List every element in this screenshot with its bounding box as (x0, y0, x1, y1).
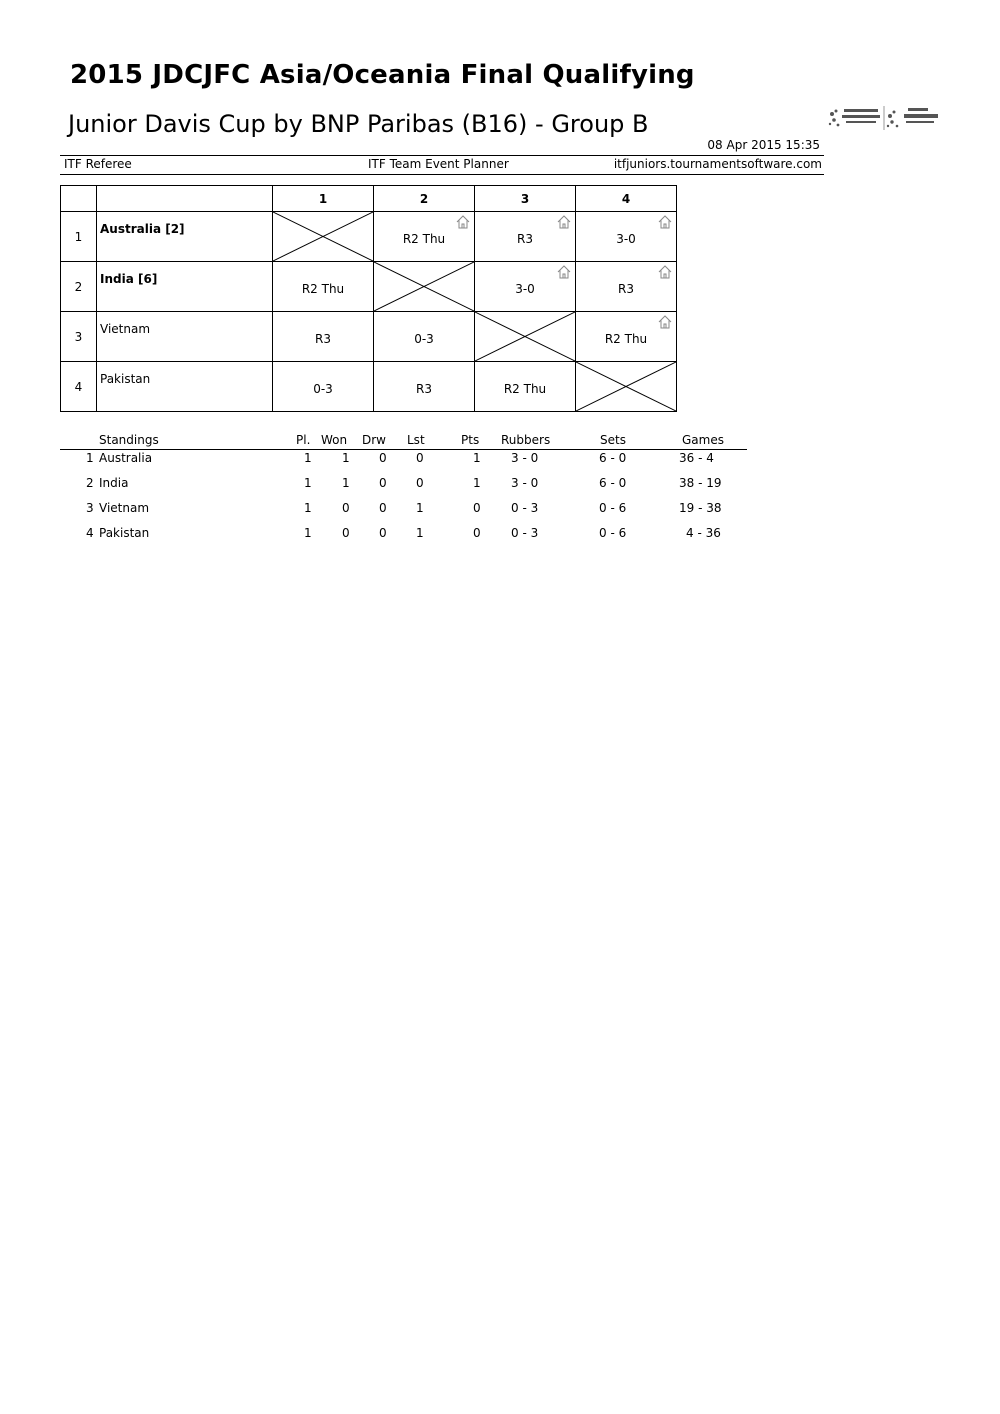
draw-row (61, 212, 677, 262)
team-name: Australia [2] (100, 222, 185, 236)
standings-header-games: Games (682, 433, 724, 447)
standings-header-rubbers: Rubbers (501, 433, 551, 447)
self-match-cell (374, 262, 475, 312)
played: 1 (304, 476, 312, 490)
won: 1 (342, 451, 350, 465)
lost: 1 (416, 501, 424, 515)
column-header: 3 (475, 186, 576, 212)
cross-mark (576, 362, 676, 411)
games: 19 - 38 (679, 501, 722, 515)
row-number: 2 (61, 262, 97, 312)
team-cell (97, 312, 273, 362)
corner-cell (61, 186, 97, 212)
match-result: R3 (416, 381, 432, 396)
cross-mark (374, 262, 474, 311)
home-icon (556, 265, 572, 279)
print-datetime: 08 Apr 2015 15:35 (707, 138, 820, 152)
match-cell[interactable] (273, 362, 374, 412)
played: 1 (304, 526, 312, 540)
match-result: 3-0 (616, 231, 636, 246)
lost: 1 (416, 526, 424, 540)
points: 1 (473, 476, 481, 490)
drawn: 0 (379, 476, 387, 490)
referee-label: ITF Referee (64, 157, 132, 171)
match-cell[interactable] (576, 262, 677, 312)
points: 1 (473, 451, 481, 465)
rubbers: 0 - 3 (511, 501, 539, 515)
points: 0 (473, 526, 481, 540)
draw-row (61, 262, 677, 312)
rubbers: 3 - 0 (511, 476, 539, 490)
match-result: R3 (315, 331, 331, 346)
logos (824, 100, 944, 136)
home-icon (657, 315, 673, 329)
drawn: 0 (379, 526, 387, 540)
match-result: 0-3 (414, 331, 434, 346)
page-subtitle: Junior Davis Cup by BNP Paribas (B16) - Group B (68, 110, 649, 138)
position: 2 (86, 476, 94, 490)
corner-cell (97, 186, 273, 212)
won: 0 (342, 526, 350, 540)
row-number: 4 (61, 362, 97, 412)
standings-header-pts: Pts (461, 433, 480, 447)
match-cell[interactable] (374, 312, 475, 362)
match-cell[interactable] (576, 312, 677, 362)
standings-table (60, 432, 747, 550)
planner-label: ITF Team Event Planner (368, 157, 509, 171)
match-cell[interactable] (273, 262, 374, 312)
sets: 0 - 6 (599, 526, 627, 540)
position: 1 (86, 451, 94, 465)
home-icon (455, 215, 471, 229)
standings-header-sets: Sets (600, 433, 626, 447)
played: 1 (304, 451, 312, 465)
column-header: 4 (576, 186, 677, 212)
team-name: Australia (99, 451, 153, 465)
draw-grid (60, 185, 677, 413)
match-result: 0-3 (313, 381, 333, 396)
match-result: R3 (517, 231, 533, 246)
rubbers: 0 - 3 (511, 526, 539, 540)
match-result: R3 (618, 281, 634, 296)
match-cell[interactable] (475, 262, 576, 312)
junior-davis-cup-logo (824, 100, 944, 136)
match-result: R2 Thu (301, 281, 345, 296)
draw-row (61, 312, 677, 362)
self-match-cell (576, 362, 677, 412)
team-cell (97, 212, 273, 262)
draw-row (61, 362, 677, 412)
team-cell (97, 362, 273, 412)
games: 4 - 36 (686, 526, 721, 540)
position: 3 (86, 501, 94, 515)
header-top-rule (60, 155, 824, 156)
team-cell (97, 262, 273, 312)
lost: 0 (416, 476, 424, 490)
standings-header-pl: Pl. (296, 433, 311, 447)
played: 1 (304, 501, 312, 515)
match-cell[interactable] (475, 362, 576, 412)
website-label: itfjuniors.tournamentsoftware.com (613, 157, 822, 171)
standings-row (60, 475, 747, 500)
games: 36 - 4 (679, 451, 714, 465)
match-cell[interactable] (576, 212, 677, 262)
lost: 0 (416, 451, 424, 465)
team-name: Vietnam (100, 322, 151, 336)
match-result: R2 Thu (503, 381, 547, 396)
row-number: 1 (61, 212, 97, 262)
page-title: 2015 JDCJFC Asia/Oceania Final Qualifying (70, 60, 695, 90)
self-match-cell (475, 312, 576, 362)
match-result: R2 Thu (402, 231, 446, 246)
draw-header-row (61, 186, 677, 212)
drawn: 0 (379, 501, 387, 515)
standings-header-drw: Drw (362, 433, 386, 447)
match-result: R2 Thu (604, 331, 648, 346)
won: 0 (342, 501, 350, 515)
position: 4 (86, 526, 94, 540)
home-icon (657, 215, 673, 229)
standings-row (60, 525, 747, 550)
team-name: Pakistan (100, 372, 151, 386)
team-name: Vietnam (99, 501, 150, 515)
column-header: 1 (273, 186, 374, 212)
rubbers: 3 - 0 (511, 451, 539, 465)
match-cell[interactable] (475, 212, 576, 262)
team-name: India [6] (100, 272, 158, 286)
row-number: 3 (61, 312, 97, 362)
standings-header-lst: Lst (407, 433, 425, 447)
standings-header-team: Standings (99, 433, 159, 447)
cross-mark (273, 212, 373, 261)
self-match-cell (273, 212, 374, 262)
standings-row (60, 500, 747, 525)
sets: 0 - 6 (599, 501, 627, 515)
draw-table (60, 185, 677, 412)
column-header: 2 (374, 186, 475, 212)
home-icon (556, 215, 572, 229)
match-cell[interactable] (374, 212, 475, 262)
team-name: India (99, 476, 129, 490)
home-icon (657, 265, 673, 279)
team-name: Pakistan (99, 526, 150, 540)
won: 1 (342, 476, 350, 490)
sets: 6 - 0 (599, 476, 627, 490)
standings-row (60, 450, 747, 475)
games: 38 - 19 (679, 476, 722, 490)
standings-header (60, 432, 747, 450)
header-bottom-rule (60, 174, 824, 175)
match-cell[interactable] (374, 362, 475, 412)
standings-header-won: Won (321, 433, 348, 447)
sets: 6 - 0 (599, 451, 627, 465)
match-result: 3-0 (515, 281, 535, 296)
cross-mark (475, 312, 575, 361)
points: 0 (473, 501, 481, 515)
drawn: 0 (379, 451, 387, 465)
match-cell[interactable] (273, 312, 374, 362)
